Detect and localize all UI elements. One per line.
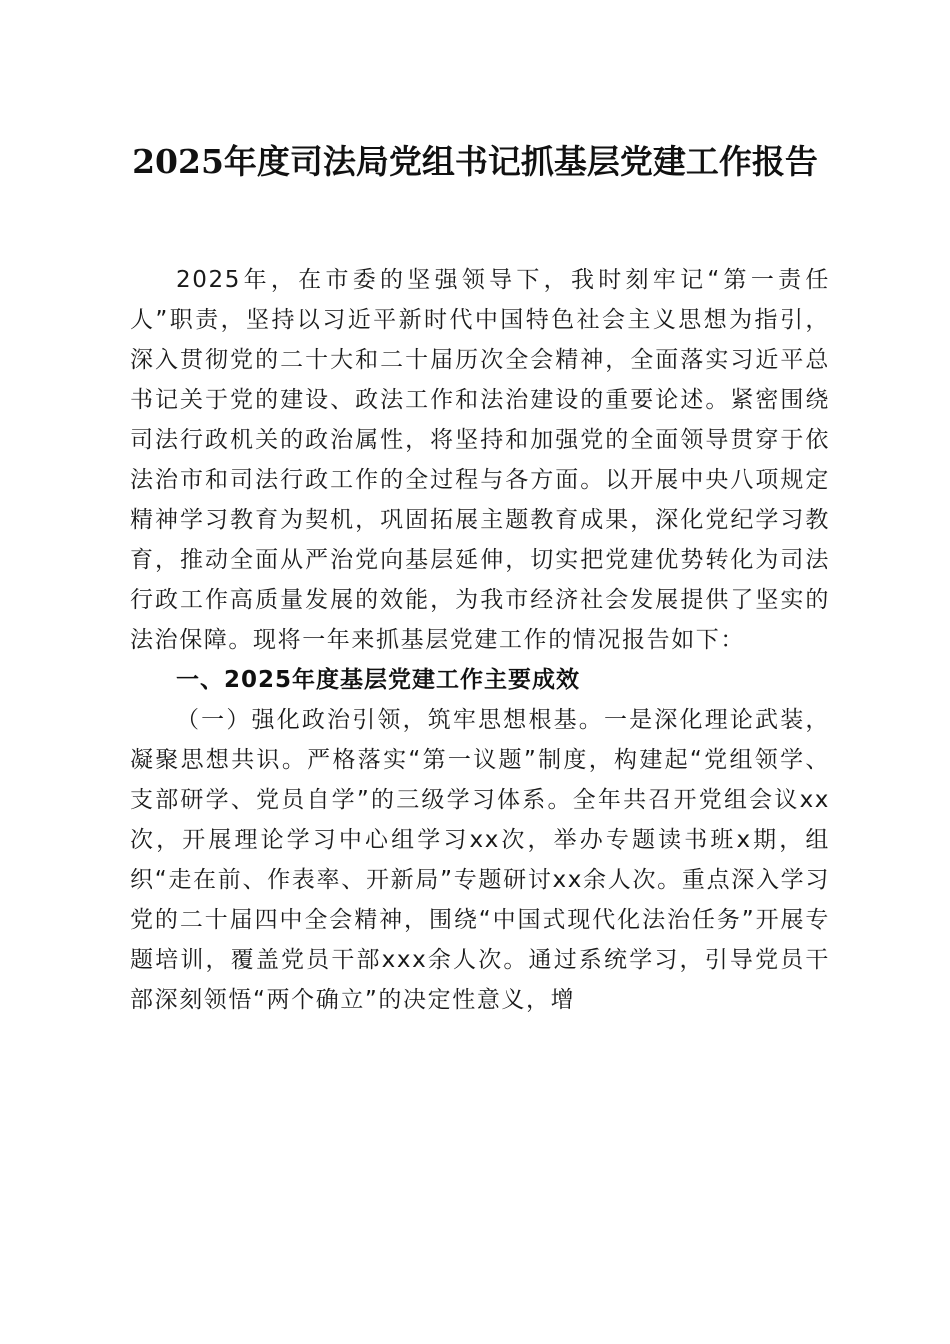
intro-paragraph: 2025年，在市委的坚强领导下，我时刻牢记“第一责任人”职责，坚持以习近平新时代中国特色社会主义思想为指引，深入贯彻党的二十大和二十届历次全会精神，全面落实习近平总书记关于党的建设、政法工作和法治建设的重要论述。紧密围绕司法行政机关的政治属性，将坚持和加强党的全面领导贯穿于依法治市和司法行政工作的全过程与各方面。以开展中央八项规定精神学习教育为契机，巩固拓展主题教育成果，深化党纪学习教育，推动全面从严治党向基层延伸，切实把党建优势转化为司法行政工作高质量发展的效能，为我市经济社会发展提供了坚实的法治保障。现将一年来抓基层党建工作的情况报告如下： — [130, 267, 830, 653]
section-paragraph: （一）强化政治引领，筑牢思想根基。一是深化理论武装，凝聚思想共识。严格落实“第一议题”制度，构建起“党组领学、支部研学、党员自学”的三级学习体系。全年共召开党组会议xx次，开展理论学习中心组学习xx次，举办专题读书班x期，组织“走在前、作表率、开新局”专题研讨xx余人次。重点深入学习党的二十届四中全会精神，围绕“中国式现代化法治任务”开展专题培训，覆盖党员干部xxx余人次。通过系统学习，引导党员干部深刻领悟“两个确立”的决定性意义，增 — [130, 707, 830, 1013]
section-heading: 一、2025年度基层党建工作主要成效 — [176, 667, 581, 693]
document-title: 2025年度司法局党组书记抓基层党建工作报告 — [132, 142, 818, 181]
document-body — [130, 260, 830, 1020]
